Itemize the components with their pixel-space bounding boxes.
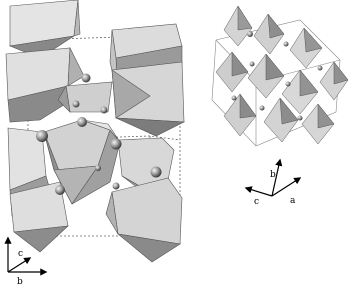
octahedron: [248, 54, 284, 98]
c-axis-label: c: [18, 249, 24, 259]
atom: [101, 107, 108, 114]
octahedron: [112, 62, 184, 136]
b-axis-label: b: [17, 277, 23, 287]
atom: [95, 165, 101, 171]
right-axis-indicator: [246, 160, 300, 207]
right-structure-view: [212, 6, 348, 146]
atom: [111, 139, 122, 150]
octahedron: [302, 104, 334, 144]
octahedron: [106, 178, 182, 262]
atom: [260, 106, 265, 111]
a-axis-arrow: [272, 178, 300, 196]
atom: [82, 74, 91, 83]
atom: [77, 117, 87, 127]
octahedron: [320, 62, 348, 100]
c-axis-arrow: [8, 258, 30, 272]
octahedron: [224, 6, 252, 46]
atom: [113, 183, 120, 190]
atom: [73, 101, 80, 108]
c-axis-label: c: [254, 197, 260, 207]
atom: [284, 42, 289, 47]
left-structure-view: [6, 0, 184, 262]
atom: [55, 185, 65, 195]
atom: [318, 66, 323, 71]
octahedron: [254, 14, 284, 54]
atom: [298, 116, 303, 121]
octahedron: [224, 94, 256, 136]
atom: [286, 82, 291, 87]
b-axis-label: b: [270, 170, 276, 180]
a-axis-label: a: [290, 196, 296, 206]
octahedron: [216, 52, 248, 92]
atom: [232, 96, 237, 101]
atom: [247, 31, 253, 37]
atom: [36, 130, 48, 142]
octahedron: [290, 28, 322, 68]
atom: [250, 62, 255, 67]
atom: [151, 167, 162, 178]
c-axis-arrow: [246, 188, 272, 196]
